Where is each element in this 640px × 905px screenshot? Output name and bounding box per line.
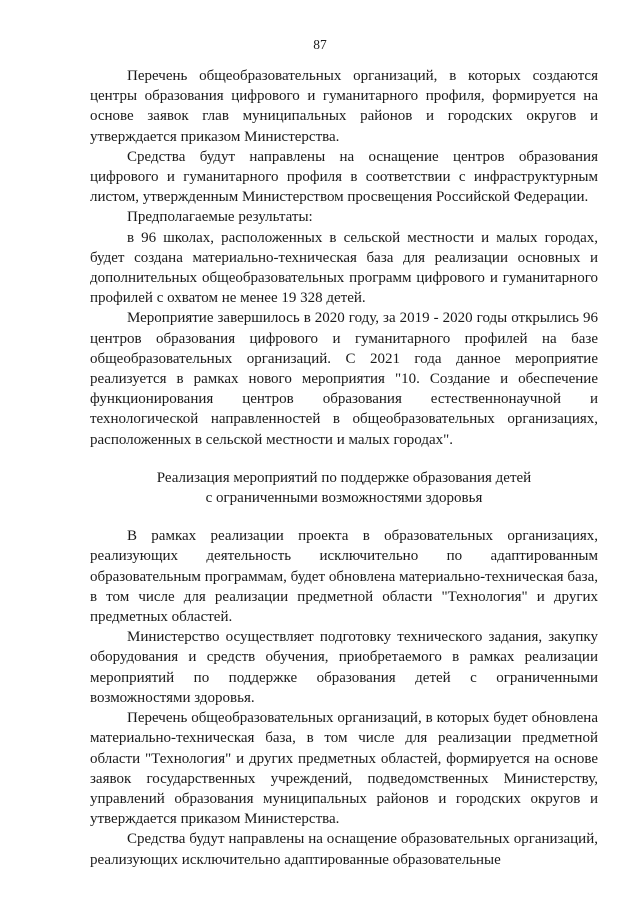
paragraph-expected-results: в 96 школах, расположенных в сельской местности и малых городах, будет создана материально-техническая база для реализации основных и дополнительных общеобразовательных программ цифрового и гуманитарного профилей с охватом не менее 19 328 детей.	[90, 229, 598, 307]
paragraph-project-implementation: В рамках реализации проекта в образовательных организациях, реализующих деятельность исключительно по адаптированным образовательным программам, будет обновлена материально-техническая база, в том числе для реализации предметной области "Технология" и других предметных областей.	[90, 528, 598, 626]
paragraph-expected-results-label: Предполагаемые результаты:	[127, 209, 313, 226]
paragraph-list-of-organizations-2: Перечень общеобразовательных организаций, в которых будет обновлена материально-техническая база, в том числе для реализации предметной области "Технология" и других предметных областей, формируется на основе заявок государственных учреждений, подведомственных Министерству, управлений образования муниципальных районов и городских округов и утверждается приказом Министерства.	[90, 710, 598, 828]
page-number: 87	[313, 37, 327, 52]
section-heading-line-1: Реализация мероприятий по поддержке образования детей	[156, 469, 532, 486]
paragraph-event-completed: Мероприятие завершилось в 2020 году, за 2019 - 2020 годы открылись 96 центров образования цифрового и гуманитарного профилей на базе общеобразовательных организаций. С 2021 года данное мероприятие реализуется в рамках нового мероприятия "10. Создание и обеспечение функционирования центров образования естественнонаучной и технологической направленностей в общеобразовательных организациях, расположенных в сельской местности и малых городах".	[90, 310, 598, 448]
page-content	[90, 66, 598, 870]
paragraph-funding: Средства будут направлены на оснащение центров образования цифрового и гуманитарного профиля в соответствии с инфраструктурным листом, утвержденным Министерством просвещения Российской Федерации.	[90, 148, 598, 206]
paragraph-list-of-organizations: Перечень общеобразовательных организаций, в которых создаются центры образования цифрового и гуманитарного профиля, формируется на основе заявок глав муниципальных районов и городских округов и утверждается приказом Министерства.	[90, 68, 598, 145]
paragraph-ministry-procurement: Министерство осуществляет подготовку технического задания, закупку оборудования и средств обучения, приобретаемого в рамках реализации мероприятий по поддержке образования детей с ограниченными возможностями здоровья.	[90, 629, 598, 706]
section-heading-line-2: с ограниченными возможностями здоровья	[205, 490, 483, 507]
paragraph-funding-2: Средства будут направлены на оснащение образовательных организаций, реализующих исключительно адаптированные образовательные	[90, 831, 598, 868]
section-heading	[90, 468, 598, 508]
